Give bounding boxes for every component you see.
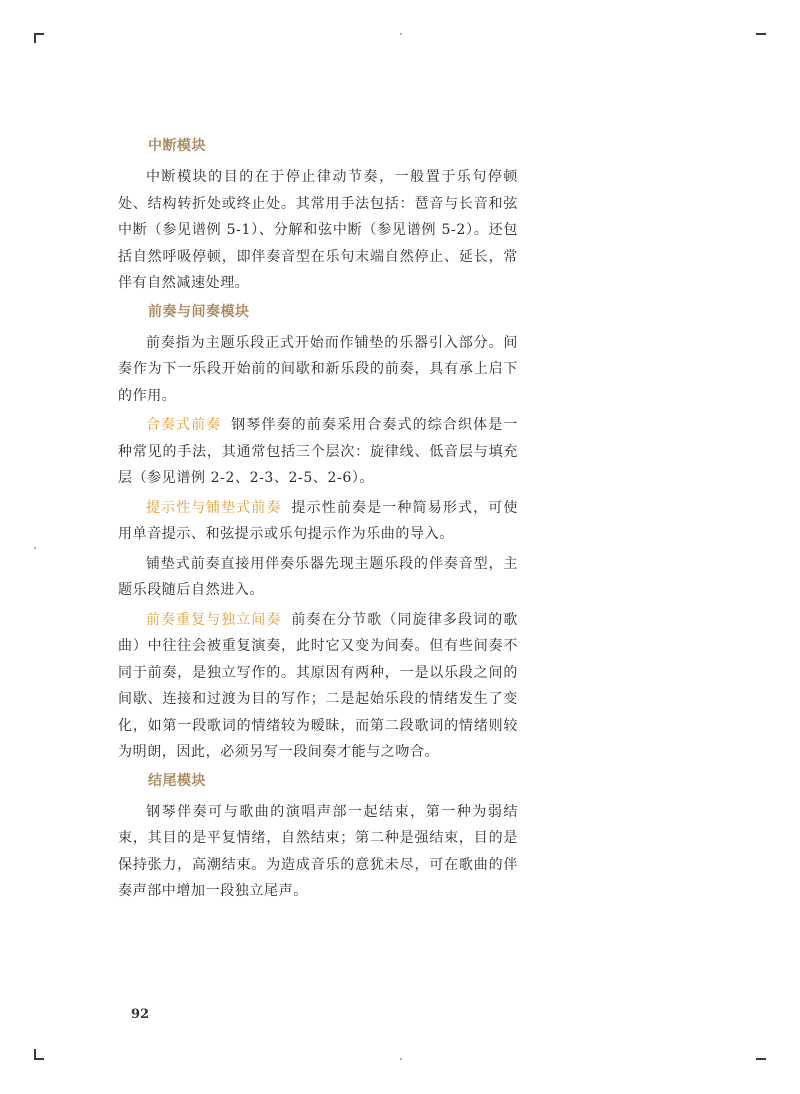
paragraph	[118, 412, 518, 492]
paragraph	[118, 164, 518, 297]
page-content	[118, 134, 518, 908]
crop-mark-bottom-left	[34, 1058, 44, 1060]
paragraph	[118, 495, 518, 548]
inline-term: 提示性与铺垫式前奏	[146, 499, 282, 516]
section-heading: 结尾模块	[148, 772, 206, 789]
registration-dot	[34, 547, 36, 549]
inline-term: 合奏式前奏	[146, 417, 222, 433]
paragraph-text: 钢琴伴奏可与歌曲的演唱声部一起结束，第一种为弱结束，其目的是平复情绪，自然结束；第二种是强结束，目的是保持张力，高潮结束。为造成音乐的意犹未尽，可在歌曲的伴奏声部中增加一段独立尾声。	[118, 803, 518, 899]
paragraph	[118, 330, 518, 410]
paragraph-text: 提示性前奏是一种简易形式，可使用单音提示、和弦提示或乐句提示作为乐曲的导入。	[118, 499, 519, 542]
paragraph-text: 中断模块的目的在于停止律动节奏，一般置于乐句停顿处、结构转折处或终止处。其常用手法包括：琶音与长音和弦中断（参见谱例 5-1）、分解和弦中断（参见谱例 5-2）。还包括自然呼吸停顿，即伴奏音型在乐句末端自然停止、延长，常伴有自然减速处理。	[118, 169, 518, 291]
section-heading: 中断模块	[148, 138, 206, 154]
crop-mark-top-left	[34, 33, 44, 35]
registration-dot	[400, 1058, 402, 1060]
crop-mark-bottom-right	[756, 1058, 766, 1060]
paragraph	[118, 551, 518, 604]
page-number: 92	[131, 1007, 150, 1022]
inline-term: 前奏重复与独立间奏	[146, 611, 282, 628]
paragraph-text: 前奏在分节歌（同旋律多段词的歌曲）中往往会被重复演奏，此时它又变为间奏。但有些间奏不同于前奏，是独立写作的。其原因有两种，一是以乐段之间的间歇、连接和过渡为目的写作；二是起始乐段的情绪发生了变化，如第一段歌词的情绪较为暧昧，而第二段歌词的情绪则较为明朗，因此，必须另写一段间奏才能与之吻合。	[118, 611, 519, 760]
paragraph-text: 钢琴伴奏的前奏采用合奏式的综合织体是一种常见的手法，其通常包括三个层次：旋律线、低音层与填充层（参见谱例 2-2、2-3、2-5、2-6）。	[118, 417, 519, 486]
paragraph	[118, 799, 518, 905]
crop-mark-top-left	[34, 33, 36, 43]
section-heading: 前奏与间奏模块	[148, 303, 250, 320]
registration-dot	[400, 33, 402, 35]
paragraph-text: 铺垫式前奏直接用伴奏乐器先现主题乐段的伴奏音型，主题乐段随后自然进入。	[118, 555, 518, 598]
crop-mark-top-right	[756, 33, 766, 35]
paragraph	[118, 607, 518, 766]
paragraph-text: 前奏指为主题乐段正式开始而作铺垫的乐器引入部分。间奏作为下一乐段开始前的间歇和新乐段的前奏，具有承上启下的作用。	[118, 334, 518, 404]
